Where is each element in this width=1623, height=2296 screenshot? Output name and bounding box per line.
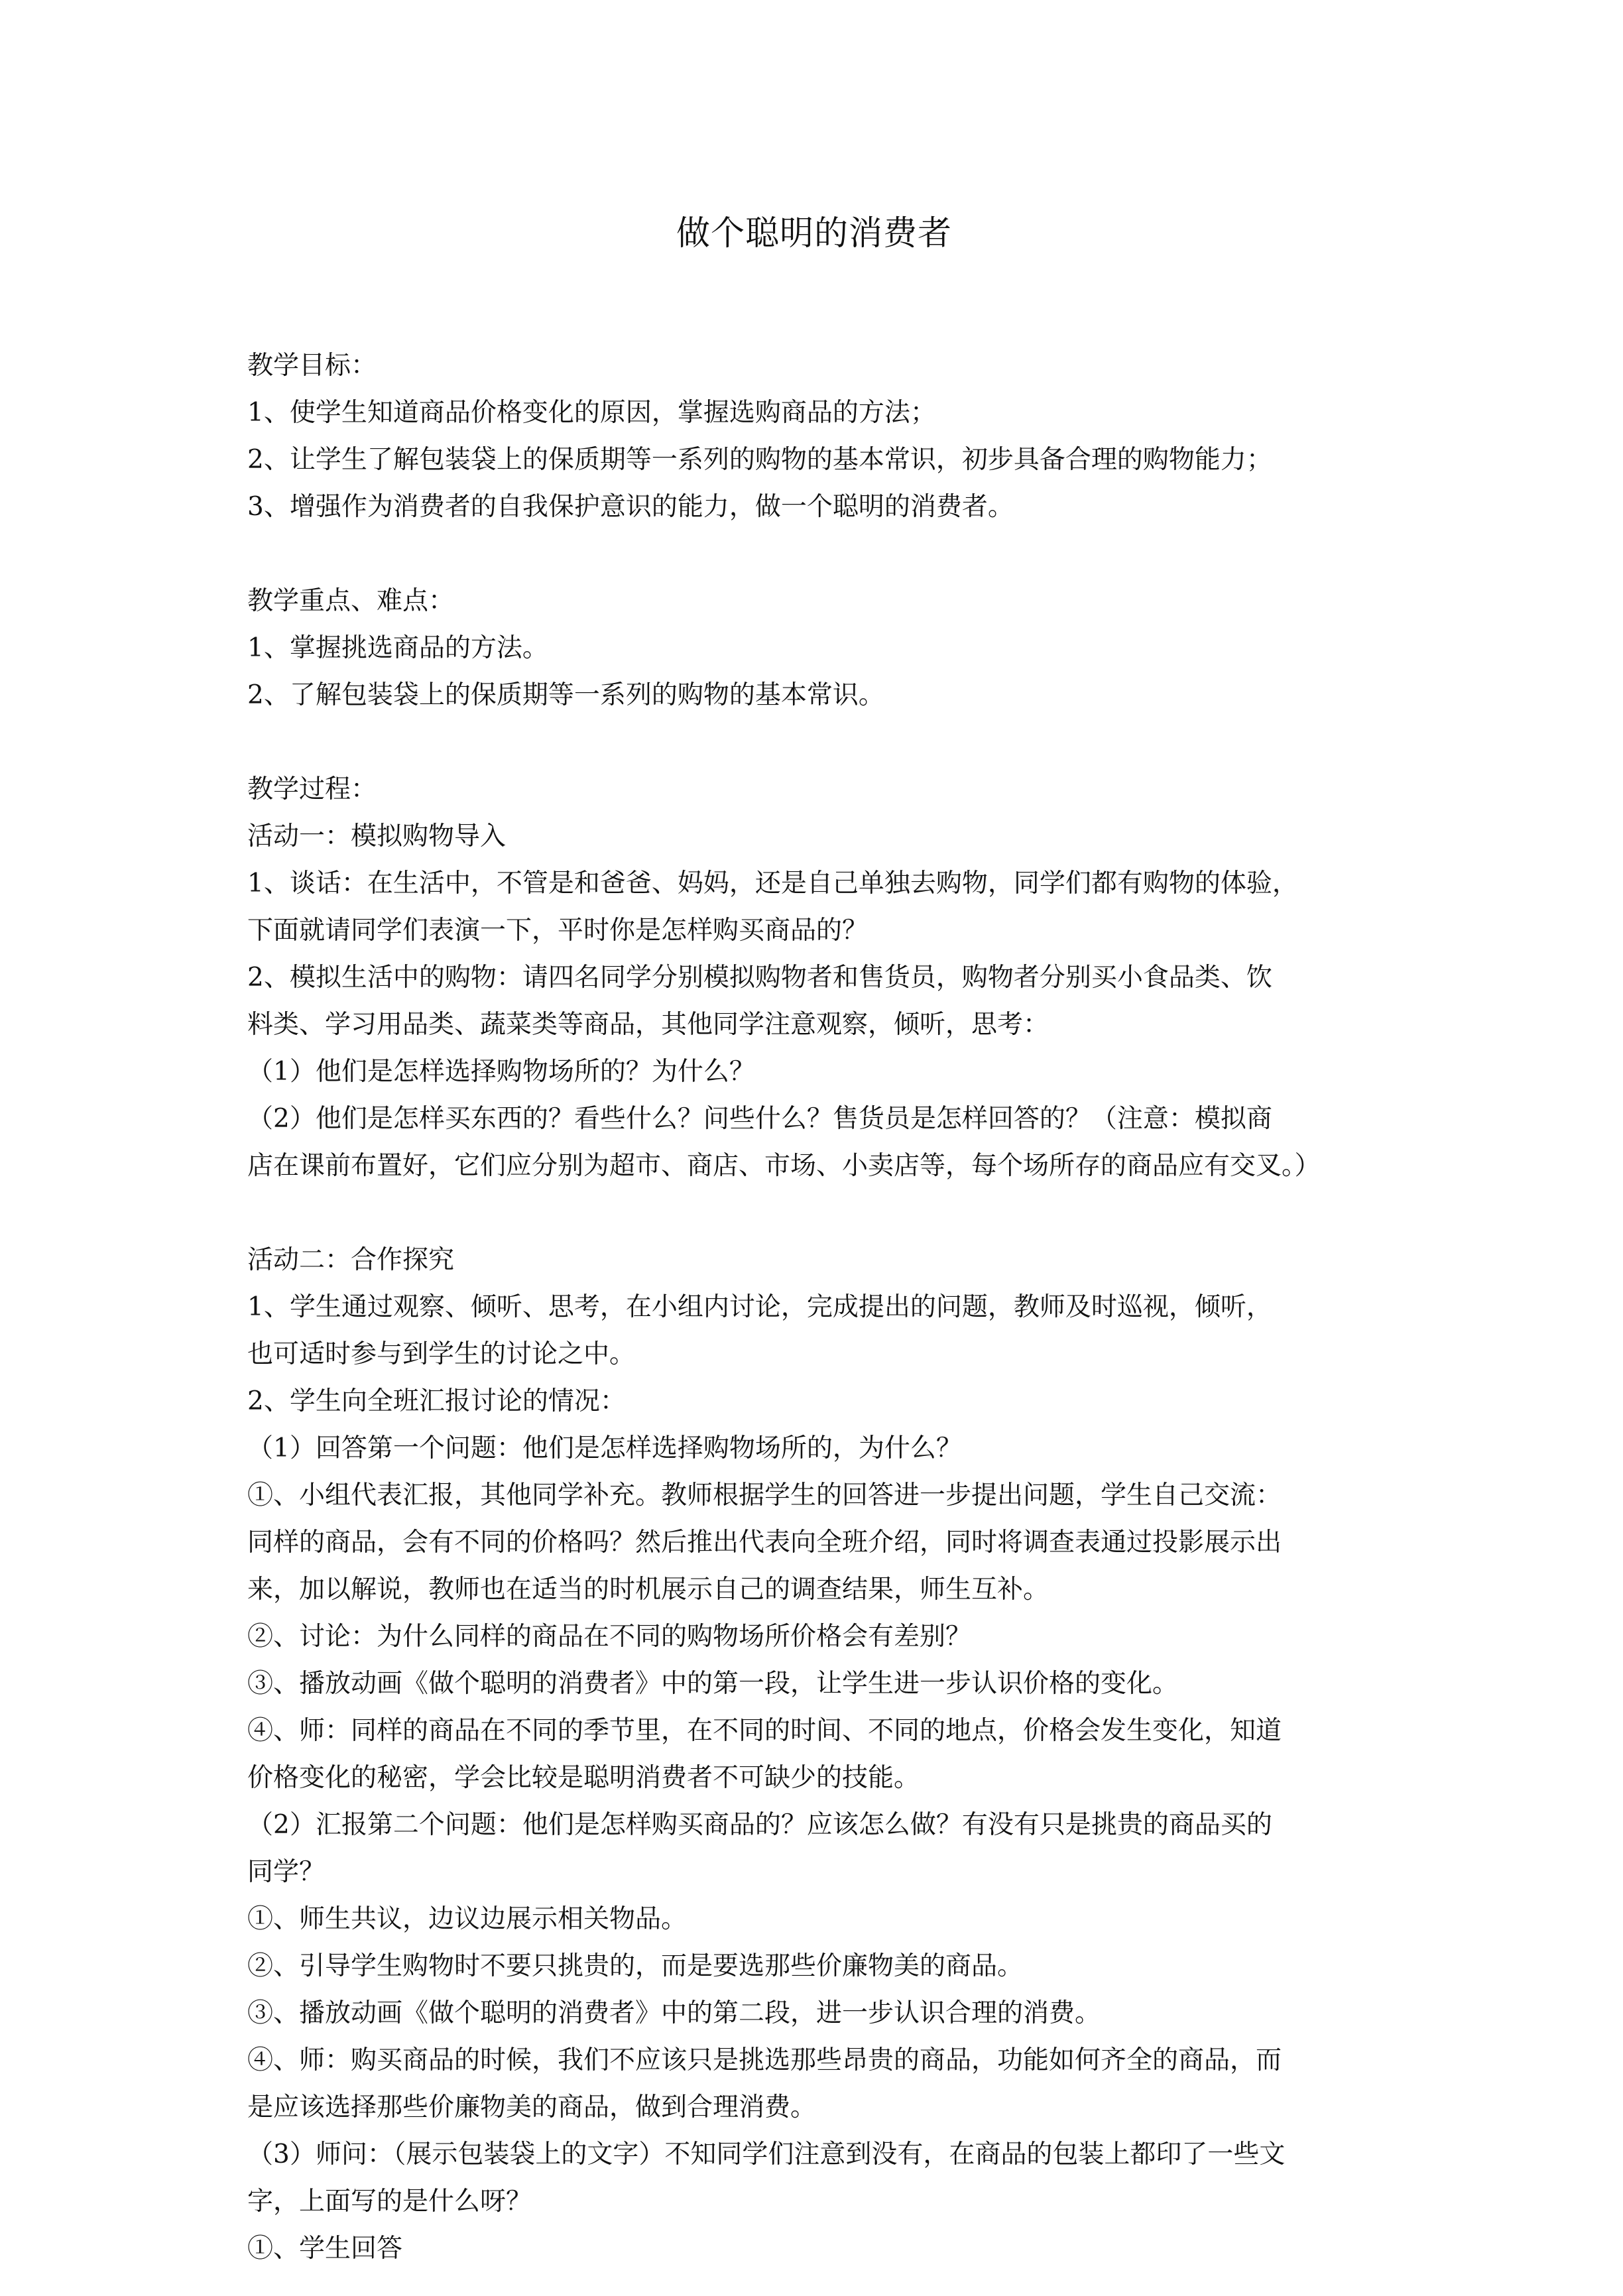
activity-two-section	[247, 1237, 1381, 2272]
paragraph-line: ①、学生回答	[247, 2234, 403, 2264]
teaching-goals-section	[247, 342, 1381, 530]
paragraph-line: 同学？	[247, 1857, 326, 1887]
paragraph-line: ④、师：同样的商品在不同的季节里，在不同的时间、不同的地点，价格会发生变化，知道	[247, 1716, 1282, 1746]
paragraph-line: 活动一：模拟购物导入	[247, 821, 507, 851]
teaching-process-section	[247, 766, 1381, 1189]
paragraph-line: 1、使学生知道商品价格变化的原因，掌握选购商品的方法；	[247, 398, 936, 428]
paragraph-line: ②、讨论：为什么同样的商品在不同的购物场所价格会有差别？	[247, 1622, 972, 1652]
paragraph-line: 1、学生通过观察、倾听、思考，在小组内讨论，完成提出的问题，教师及时巡视，倾听，	[247, 1292, 1272, 1322]
paragraph-line: 1、谈话：在生活中，不管是和爸爸、妈妈，还是自己单独去购物，同学们都有购物的体验，	[247, 869, 1298, 898]
paragraph-line: 2、模拟生活中的购物：请四名同学分别模拟购物者和售货员，购物者分别买小食品类、饮	[247, 963, 1272, 993]
paragraph-line: （3）师问：（展示包装袋上的文字）不知同学们注意到没有，在商品的包装上都印了一些文	[247, 2140, 1286, 2169]
paragraph-line: 活动二：合作探究	[247, 1245, 455, 1275]
blank-line	[247, 719, 1381, 766]
paragraph-line: （2）汇报第二个问题：他们是怎样购买商品的？应该怎么做？有没有只是挑贵的商品买的	[247, 1810, 1272, 1840]
paragraph-line: ②、引导学生购物时不要只挑贵的，而是要选那些价廉物美的商品。	[247, 1951, 1024, 1981]
paragraph-line: 3、增强作为消费者的自我保护意识的能力，做一个聪明的消费者。	[247, 492, 1014, 522]
paragraph-line: 下面就请同学们表演一下，平时你是怎样购买商品的？	[247, 916, 869, 945]
section-heading: 教学过程：	[247, 774, 377, 804]
paragraph-line: 来，加以解说，教师也在适当的时机展示自己的调查结果，师生互补。	[247, 1575, 1050, 1604]
document-title: 做个聪明的消费者	[676, 214, 952, 253]
blank-line	[247, 1189, 1381, 1237]
section-heading: 教学重点、难点：	[247, 586, 455, 616]
paragraph-line: 价格变化的秘密，学会比较是聪明消费者不可缺少的技能。	[247, 1763, 920, 1793]
paragraph-line: ①、师生共议，边议边展示相关物品。	[247, 1904, 688, 1934]
paragraph-line: 料类、学习用品类、蔬菜类等商品，其他同学注意观察，倾听，思考：	[247, 1010, 1050, 1040]
paragraph-line: （2）他们是怎样买东西的？看些什么？问些什么？售货员是怎样回答的？（注意：模拟商	[247, 1104, 1272, 1134]
paragraph-line: 也可适时参与到学生的讨论之中。	[247, 1339, 636, 1369]
paragraph-line: 同样的商品，会有不同的价格吗？然后推出代表向全班介绍，同时将调查表通过投影展示出	[247, 1528, 1282, 1557]
paragraph-line: ①、小组代表汇报，其他同学补充。教师根据学生的回答进一步提出问题，学生自己交流：	[247, 1480, 1282, 1510]
paragraph-line: ③、播放动画《做个聪明的消费者》中的第一段，让学生进一步认识价格的变化。	[247, 1669, 1179, 1699]
section-heading: 教学目标：	[247, 351, 377, 381]
paragraph-line: 字，上面写的是什么呀？	[247, 2187, 532, 2216]
paragraph-line: 2、学生向全班汇报讨论的情况：	[247, 1386, 626, 1416]
key-points-section	[247, 577, 1381, 719]
paragraph-line: 店在课前布置好，它们应分别为超市、商店、市场、小卖店等，每个场所存的商品应有交叉。）	[247, 1151, 1321, 1181]
paragraph-line: 是应该选择那些价廉物美的商品，做到合理消费。	[247, 2092, 817, 2122]
document-page	[247, 211, 1381, 2272]
paragraph-line: （1）回答第一个问题：他们是怎样选择购物场所的，为什么？	[247, 1433, 962, 1463]
paragraph-line: 2、了解包装袋上的保质期等一系列的购物的基本常识。	[247, 680, 884, 710]
paragraph-line: 2、让学生了解包装袋上的保质期等一系列的购物的基本常识，初步具备合理的购物能力；	[247, 445, 1272, 475]
paragraph-line: （1）他们是怎样选择购物场所的？为什么？	[247, 1057, 755, 1087]
paragraph-line: ③、播放动画《做个聪明的消费者》中的第二段，进一步认识合理的消费。	[247, 1998, 1101, 2028]
paragraph-line: 1、掌握挑选商品的方法。	[247, 633, 548, 663]
blank-line	[247, 530, 1381, 577]
paragraph-line: ④、师：购买商品的时候，我们不应该只是挑选那些昂贵的商品，功能如何齐全的商品，而	[247, 2045, 1282, 2075]
